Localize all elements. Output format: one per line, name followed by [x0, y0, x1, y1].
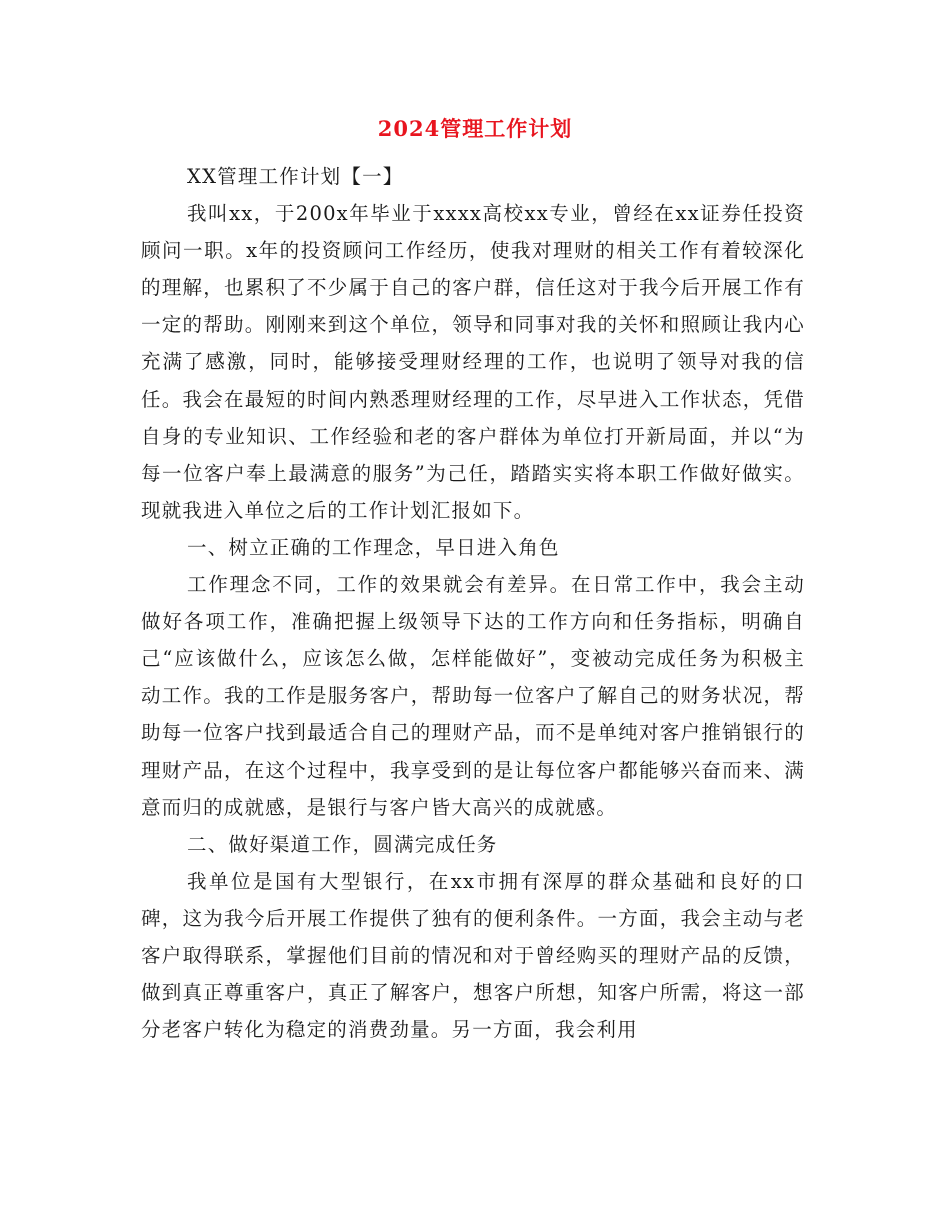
body-paragraph-1: 我叫xx，于200x年毕业于xxxx高校xx专业，曾经在xx证券任投资顾问一职。x年的投资顾问工作经历，使我对理财的相关工作有着较深化的理解，也累积了不少属于自己的客户群，信任这对于我今后开展工作有一定的帮助。刚刚来到这个单位，领导和同事对我的关怀和照顾让我内心充满了感激，同时，能够接受理财经理的工作，也说明了领导对我的信任。我会在最短的时间内熟悉理财经理的工作，尽早进入工作状态，凭借自身的专业知识、工作经验和老的客户群体为单位打开新局面，并以“为每一位客户奉上最满意的服务”为己任，踏踏实实将本职工作做好做实。现就我进入单位之后的工作计划汇报如下。 — [141, 202, 805, 522]
section-heading-1: 一、树立正确的工作理念，早日进入角色 — [187, 535, 560, 559]
body-paragraph-3: 我单位是国有大型银行，在xx市拥有深厚的群众基础和良好的口碑，这为我今后开展工作提供了独有的便利条件。一方面，我会主动与老客户取得联系，掌握他们目前的情况和对于曾经购买的理财产品的反馈，做到真正尊重客户，真正了解客户，想客户所想，知客户所需，将这一部分老客户转化为稳定的消费劲量。另一方面，我会利用 — [141, 869, 805, 1042]
document-subtitle: XX管理工作计划【一】 — [187, 165, 404, 188]
body-paragraph-2: 工作理念不同，工作的效果就会有差异。在日常工作中，我会主动做好各项工作，准确把握上级领导下达的工作方向和任务指标，明确自己“应该做什么，应该怎么做，怎样能做好”，变被动完成任务为积极主动工作。我的工作是服务客户，帮助每一位客户了解自己的财务状况，帮助每一位客户找到最适合自己的理财产品，而不是单纯对客户推销银行的理财产品，在这个过程中，我享受到的是让每位客户都能够兴奋而来、满意而归的成就感，是银行与客户皆大高兴的成就感。 — [141, 573, 805, 819]
section-heading-2: 二、做好渠道工作，圆满完成任务 — [187, 832, 498, 856]
document-title: 2024管理工作计划 — [377, 116, 573, 141]
document-body — [141, 158, 805, 1048]
